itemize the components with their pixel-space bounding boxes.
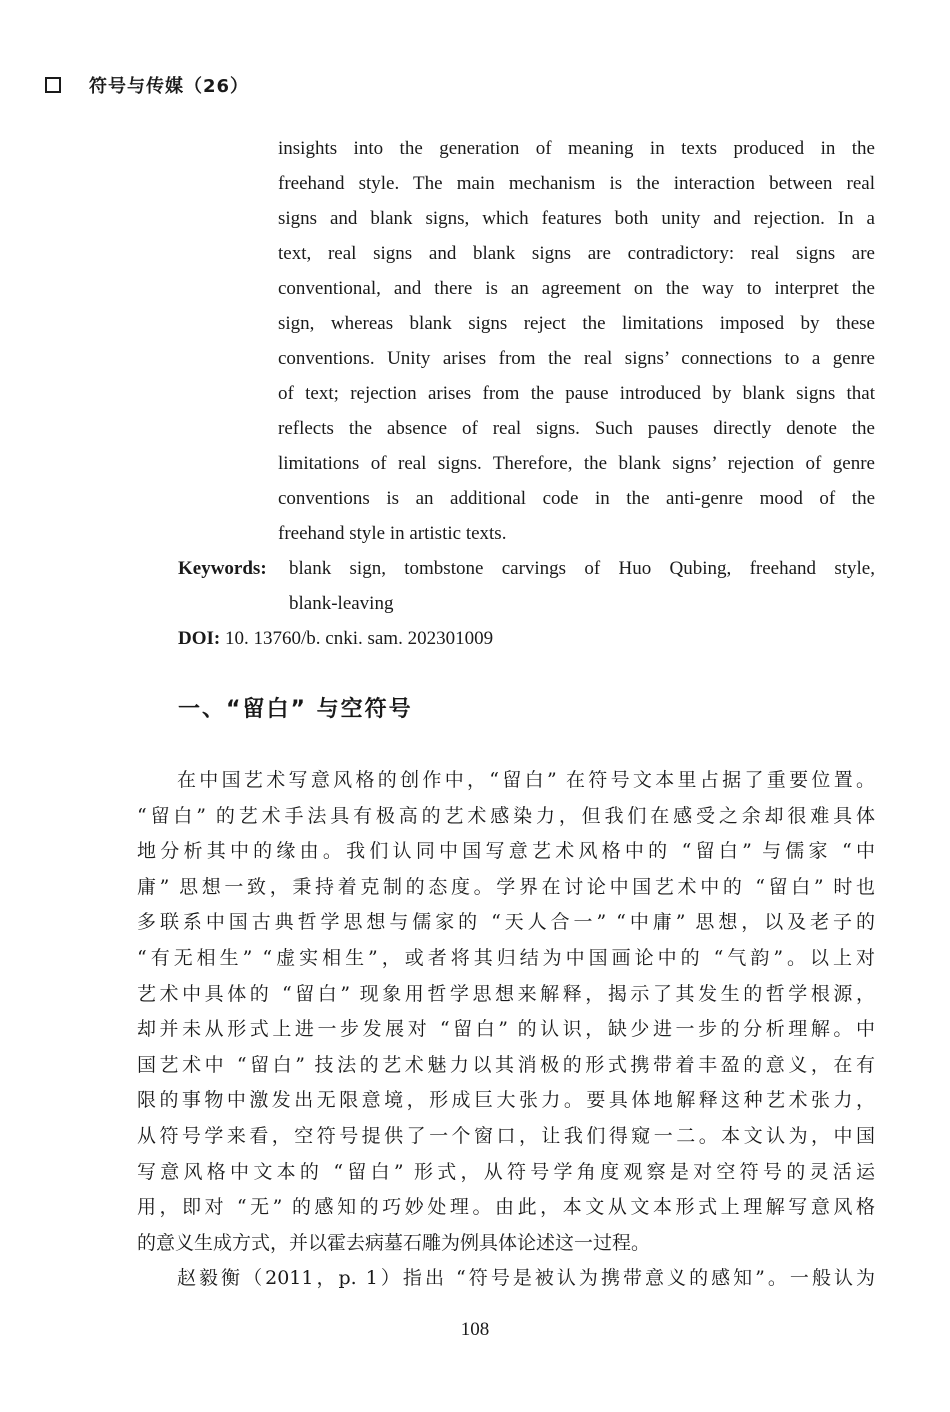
body-line: 多联系中国古典哲学思想与儒家的 “天人合一” “中庸” 思想，以及老子的 xyxy=(137,911,875,934)
doi-value: 10. 13760/b. cnki. sam. 202301009 xyxy=(224,628,494,649)
abstract-line: conventions is an additional code in the anti-genre mood of the xyxy=(278,488,875,509)
body-line: 艺术中具体的 “留白” 现象用哲学思想来解释，揭示了其发生的哲学根源， xyxy=(137,982,875,1005)
abstract-line: freehand style in artistic texts. xyxy=(278,523,507,544)
abstract-line: conventional, and there is an agreement on the way to interpret the xyxy=(278,278,875,299)
abstract-line: signs and blank signs, which features both unity and rejection. In a xyxy=(278,208,875,229)
body-line: 从符号学来看，空符号提供了一个窗口，让我们得窥一二。本文认为，中国 xyxy=(137,1124,875,1147)
body-line: 的意义生成方式，并以霍去病墓石雕为例具体论述这一过程。 xyxy=(137,1231,651,1254)
keywords-line: blank-leaving xyxy=(289,593,394,614)
body-line: 国艺术中 “留白” 技法的艺术魅力以其消极的形式携带着丰盈的意义，在有 xyxy=(137,1053,875,1076)
body-paragraphs xyxy=(137,763,875,1297)
square-icon xyxy=(45,77,61,93)
body-line: 地分析其中的缘由。我们认同中国写意艺术风格中的 “留白” 与儒家 “中 xyxy=(137,840,875,863)
body-line: “留白” 的艺术手法具有极高的艺术感染力，但我们在感受之余却很难具体 xyxy=(137,804,875,827)
section-heading: 一、“留白” 与空符号 xyxy=(178,697,413,722)
body-line: 赵毅衡（2011，p. 1）指出 “符号是被认为携带意义的感知”。一般认为 xyxy=(177,1267,875,1290)
running-header xyxy=(45,72,249,98)
body-line: 却并未从形式上进一步发展对 “留白” 的认识，缺少进一步的分析理解。中 xyxy=(137,1018,875,1041)
abstract-line: insights into the generation of meaning in texts produced in the xyxy=(278,138,875,159)
body-line: “有无相生” “虚实相生”，或者将其归结为中国画论中的 “气韵”。以上对 xyxy=(137,946,875,969)
doi-label: DOI: xyxy=(178,628,221,649)
body-line: 用，即对 “无” 的感知的巧妙处理。由此，本文从文本形式上理解写意风格 xyxy=(137,1196,875,1219)
keywords-line: blank sign, tombstone carvings of Huo Qubing, freehand style, xyxy=(289,558,875,579)
abstract-line: reflects the absence of real signs. Such pauses directly denote the xyxy=(278,418,875,439)
abstract-line: text, real signs and blank signs are contradictory: real signs are xyxy=(278,243,875,264)
body-line: 在中国艺术写意风格的创作中，“留白” 在符号文本里占据了重要位置。 xyxy=(177,769,875,791)
body-line: 写意风格中文本的 “留白” 形式，从符号学角度观察是对空符号的灵活运 xyxy=(137,1160,875,1183)
body-line: 限的事物中激发出无限意境，形成巨大张力。要具体地解释这种艺术张力， xyxy=(137,1089,875,1112)
doi xyxy=(178,621,493,656)
abstract-line: freehand style. The main mechanism is the interaction between real xyxy=(278,173,875,194)
body-line: 庸” 思想一致，秉持着克制的态度。学界在讨论中国艺术中的 “留白” 时也 xyxy=(137,875,875,898)
keywords xyxy=(178,551,875,621)
keywords-label: Keywords: xyxy=(178,558,267,579)
abstract-line: limitations of real signs. Therefore, the blank signs’ rejection of genre xyxy=(278,453,875,474)
page-number: 108 xyxy=(460,1319,490,1340)
abstract-line: of text; rejection arises from the pause introduced by blank signs that xyxy=(278,383,875,404)
abstract-line: sign, whereas blank signs reject the limitations imposed by these xyxy=(278,313,875,334)
abstract-text xyxy=(278,131,875,551)
journal-title: 符号与传媒（26） xyxy=(89,76,250,97)
abstract-line: conventions. Unity arises from the real signs’ connections to a genre xyxy=(278,348,875,369)
